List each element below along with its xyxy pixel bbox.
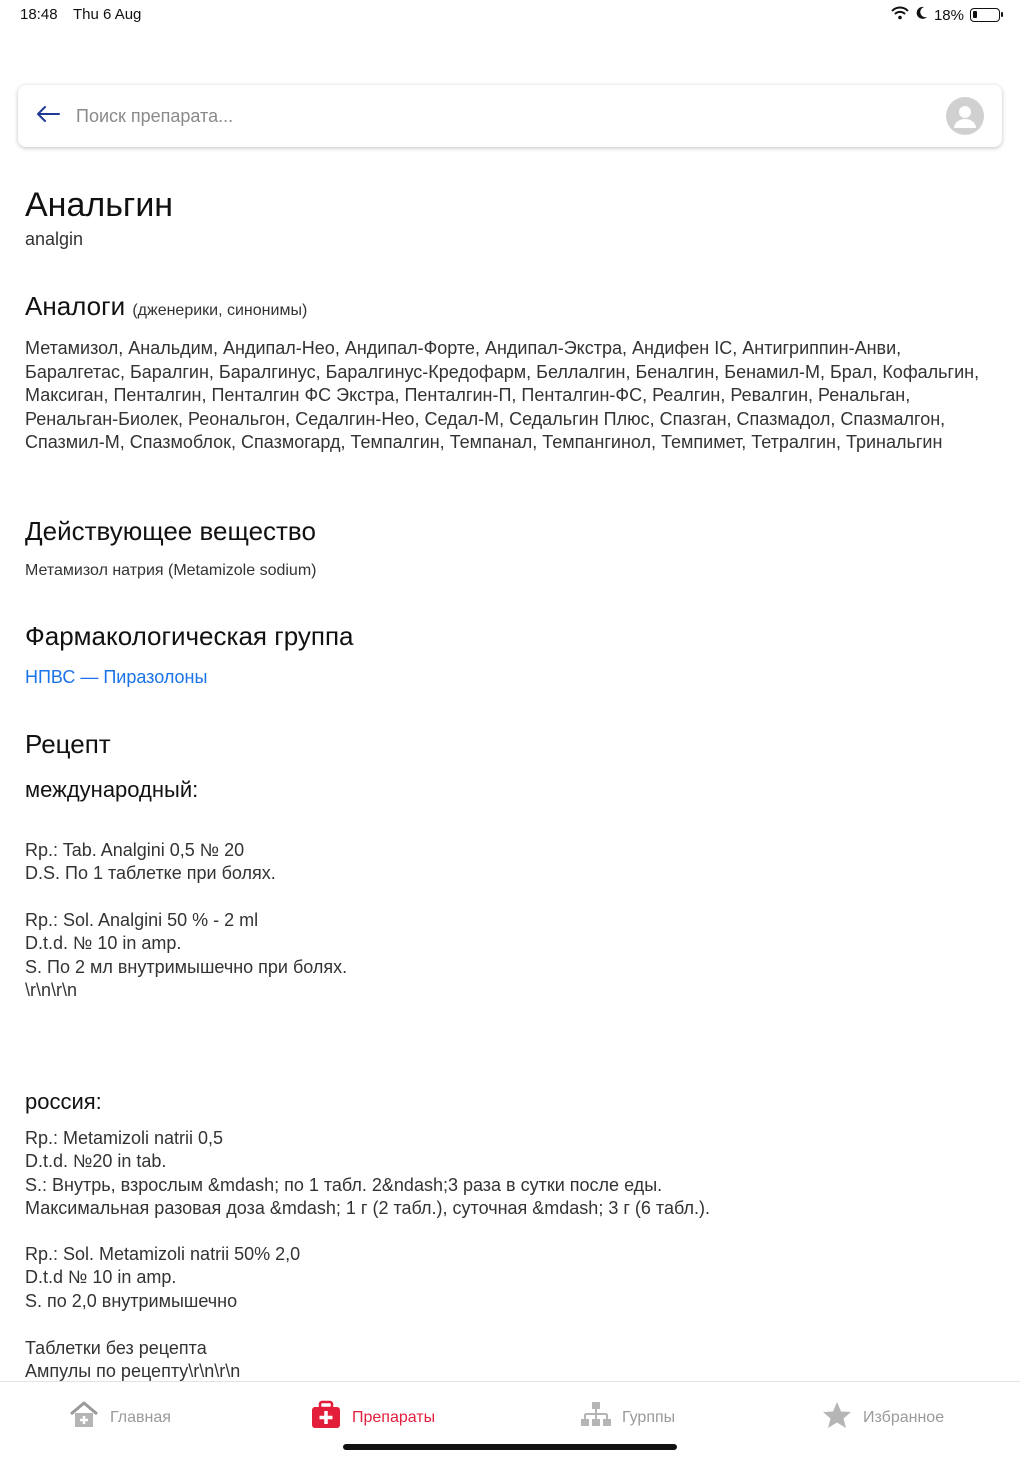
tab-home[interactable] bbox=[68, 1400, 171, 1435]
tab-groups-label: Гурппы bbox=[622, 1408, 676, 1426]
tab-drugs[interactable] bbox=[310, 1400, 435, 1435]
group-link[interactable]: НПВС — Пиразолоны bbox=[25, 667, 208, 687]
back-button[interactable] bbox=[32, 100, 64, 132]
recipe-russia-1: Rp.: Metamizoli natrii 0,5 D.t.d. №20 in tab. S.: Внутрь, взрослым &mdash; по 1 табл. 2&ndash;3 раза в сутки после еды. Максимальная разовая доза &mdash; 1 г (2 табл.), суточная &mdash; 3 г (6 табл.). bbox=[25, 1128, 710, 1219]
search-bar bbox=[18, 85, 1002, 147]
recipe-russia-label: россия: bbox=[25, 1089, 102, 1114]
user-icon bbox=[946, 122, 984, 135]
status-indicators bbox=[891, 6, 1000, 24]
status-bar bbox=[0, 0, 1020, 30]
arrow-left-icon bbox=[35, 105, 61, 128]
avatar[interactable] bbox=[946, 97, 984, 135]
tab-favorites[interactable] bbox=[821, 1400, 944, 1435]
recipe-international-2: Rp.: Sol. Analgini 50 % - 2 ml D.t.d. № 10 in amp. S. По 2 мл внутримышечно при болях. \r\n\r\n bbox=[25, 910, 348, 1001]
analogs-note: (дженерики, синонимы) bbox=[132, 302, 308, 319]
recipe-international-1: Rp.: Tab. Analgini 0,5 № 20 D.S. По 1 таблетке при болях. bbox=[25, 840, 276, 884]
battery-level bbox=[973, 11, 977, 18]
analogs-title bbox=[25, 291, 307, 322]
recipe-russia-2: Rp.: Sol. Metamizoli natrii 50% 2,0 D.t.d № 10 in amp. S. по 2,0 внутримышечно bbox=[25, 1244, 301, 1311]
substance-title: Действующее вещество bbox=[25, 516, 316, 546]
tab-favorites-label: Избранное bbox=[863, 1408, 945, 1426]
moon-icon bbox=[915, 6, 928, 24]
battery-icon bbox=[970, 8, 1000, 22]
drug-latin-name: analgin bbox=[25, 229, 84, 249]
status-time: 18:48 bbox=[20, 6, 58, 23]
substance-text: Метамизол натрия (Metamizole sodium) bbox=[25, 562, 317, 579]
analogs-list: Метамизол, Анальдим, Андипал-Нео, Андипал-Форте, Андипал-Экстра, Андифен IC, Антигриппин-Анви, Баралгетас, Баралгин, Баралгинус, Баралгинус-Кредофарм, Беллалгин, Беналгин, Бенамил-М, Брал, Кофальгин, Максиган, Пенталгин, Пенталгин ФС Экстра, Пенталгин-П, Пенталгин-ФС, Реалгин, Ревалгин, Ренальган, Ренальган-Биолек, Реональгон, Седалгин-Нео, Седал-М, Седальгин Плюс, Спазган, Спазмадол, Спазмалгон, Спазмил-М, Спазмоблок, Спазмогард, Темпалгин, Темпанал, Темпангинол, Темпимет, Тетралгин, Тринальгин bbox=[25, 338, 980, 452]
drug-title: Анальгин bbox=[25, 186, 174, 224]
home-indicator[interactable] bbox=[343, 1444, 677, 1450]
group-title: Фармакологическая группа bbox=[25, 621, 354, 651]
tab-drugs-label: Препараты bbox=[352, 1408, 436, 1426]
battery-percent: 18% bbox=[933, 6, 964, 24]
wifi-icon bbox=[891, 6, 909, 24]
star-icon bbox=[821, 1400, 853, 1435]
tab-groups[interactable] bbox=[580, 1400, 675, 1435]
tab-home-label: Главная bbox=[110, 1408, 171, 1426]
status-date: Thu 6 Aug bbox=[73, 6, 142, 23]
search-input[interactable] bbox=[76, 98, 916, 134]
recipe-international-label: международный: bbox=[25, 777, 199, 802]
analogs-heading: Аналоги bbox=[25, 291, 126, 321]
hierarchy-icon bbox=[580, 1400, 612, 1435]
recipe-russia-3: Таблетки без рецепта Ампулы по рецепту\r\n\r\n bbox=[25, 1338, 241, 1382]
home-icon bbox=[68, 1400, 100, 1435]
first-aid-kit-icon bbox=[310, 1400, 342, 1435]
recipe-title: Рецепт bbox=[25, 729, 111, 759]
